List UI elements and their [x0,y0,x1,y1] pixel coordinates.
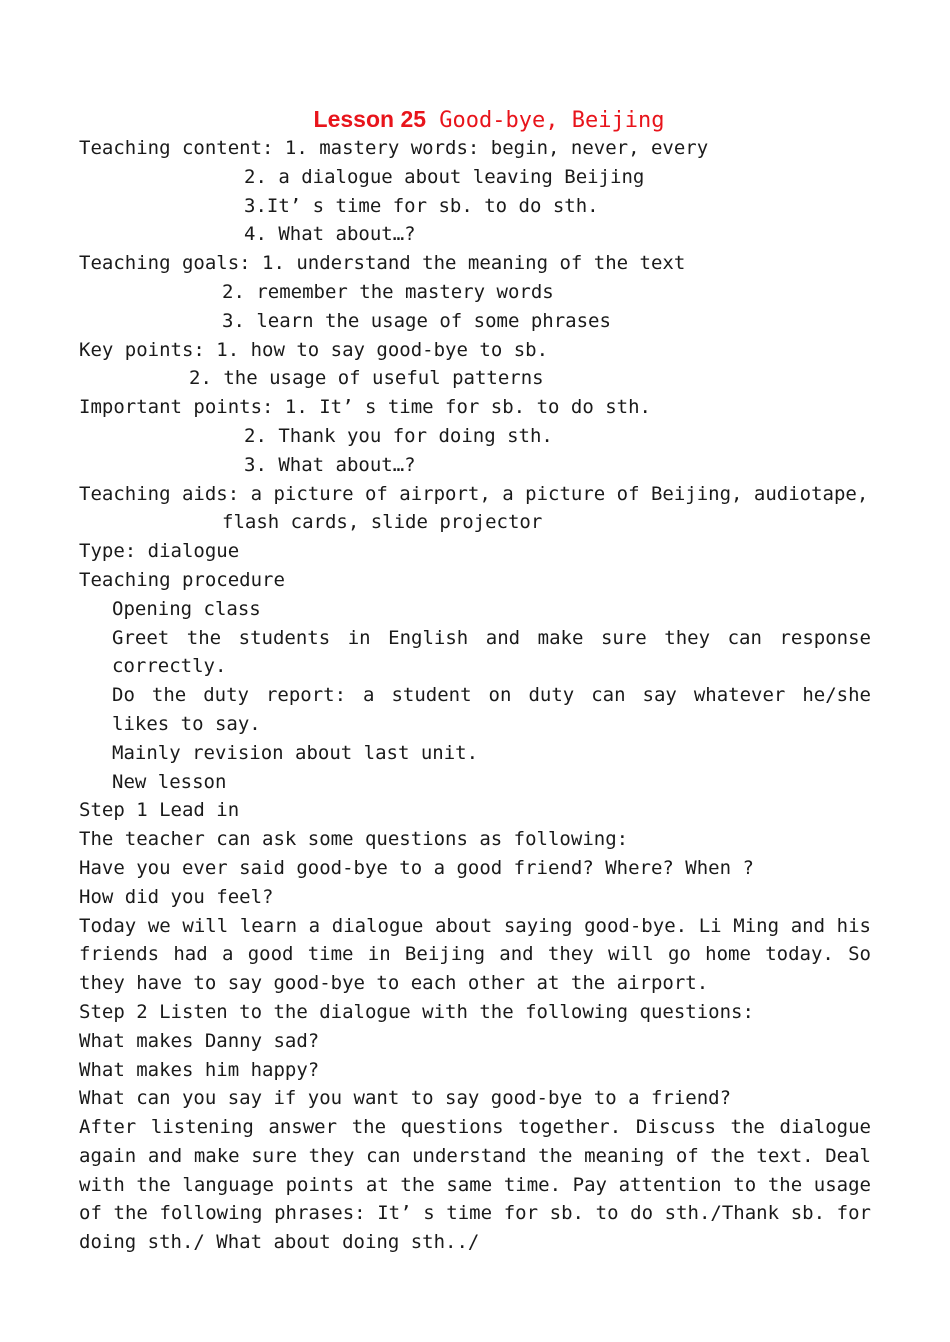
teaching-content-item: 2. a dialogue about leaving Beijing [244,165,645,188]
step1-intro: The teacher can ask some questions as following: [79,828,629,851]
step1-heading: Step 1 Lead in [79,799,240,822]
teaching-procedure-heading: Teaching procedure [79,568,285,591]
teaching-goal-item: 1. understand the meaning of the text [262,252,686,275]
document-title [79,104,871,134]
duty-report-paragraph: Do the duty report: a student on duty can say whatever he/she likes to say. [112,684,871,735]
step1-question: How did you feel? [79,885,274,908]
step2-question: What can you say if you want to say good-bye to a friend? [79,1087,732,1110]
teaching-content-item: 4. What about…? [244,223,416,246]
step1-paragraph: Today we will learn a dialogue about saying good-bye. Li Ming and his friends had a good time in Beijing and they will go home today. So they have to say good-bye to each other at the airport. [79,914,871,995]
teaching-goal-item: 3. learn the usage of some phrases [222,309,611,332]
lesson-plan-document [79,104,871,1257]
key-points [79,336,871,365]
step2-question: What makes Danny sad? [79,1029,320,1052]
greet-paragraph: Greet the students in English and make sure they can response correctly. [112,626,871,678]
new-lesson-heading: New lesson [112,770,227,793]
teaching-aids-label: Teaching aids: [79,482,251,505]
important-point-item: 2. Thank you for doing sth. [244,424,553,447]
teaching-aids [79,480,871,509]
teaching-aids-continuation: flash cards, slide projector [222,511,543,534]
step1-question: Have you ever said good-bye to a good friend? Where? When ? [79,856,754,879]
teaching-content [79,134,871,163]
teaching-goals [79,249,871,278]
important-points-label: Important points: [79,396,285,419]
important-point-item: 3. What about…? [244,453,416,476]
teaching-content-item: 1. mastery words: begin, never, every [284,137,709,159]
key-points-label: Key points: [79,338,217,361]
lesson-number: Lesson 25 [313,106,427,132]
step2-heading: Step 2 Listen to the dialogue with the following questions: [79,1000,754,1023]
lesson-type: Type: dialogue [79,540,240,563]
step2-question: What makes him happy? [79,1058,320,1081]
important-points [79,393,871,422]
teaching-goals-label: Teaching goals: [79,252,263,275]
teaching-goal-item: 2. remember the mastery words [222,280,554,303]
step2-paragraph: After listening answer the questions together. Discuss the dialogue again and make sure they can understand the meaning of the text. Deal with the language points at the same time. Pay attention to the usage of the following phrases: It’ s time for sb. to do sth./Thank sb. for doing sth./ What about doing sth../ [79,1116,871,1254]
opening-class-heading: Opening class [112,597,261,620]
lesson-subtitle: Good-bye, Beijing [439,108,665,133]
key-point-item: 2. the usage of useful patterns [189,367,544,390]
key-point-item: 1. how to say good-bye to sb. [216,338,549,361]
revision-line: Mainly revision about last unit. [112,741,479,764]
teaching-content-label: Teaching content: [79,137,285,159]
important-point-item: 1. It’ s time for sb. to do sth. [284,396,651,419]
teaching-content-item: 3.It’ s time for sb. to do sth. [244,194,599,217]
teaching-aids-text: a picture of airport, a picture of Beijing, audiotape, [250,482,869,505]
